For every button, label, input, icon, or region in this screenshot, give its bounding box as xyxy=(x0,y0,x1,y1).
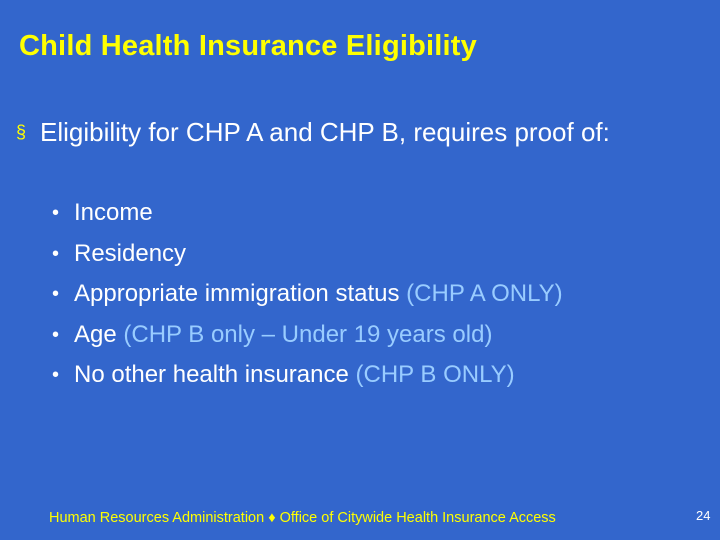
slide-footer: Human Resources Administration ♦ Office of Citywide Health Insurance Access xyxy=(49,510,556,526)
bullet-dot-icon: • xyxy=(52,283,60,305)
list-item-text: Residency xyxy=(74,239,187,267)
slide-title: Child Health Insurance Eligibility xyxy=(19,30,477,62)
bullet-dot-icon: • xyxy=(52,242,60,265)
list-item xyxy=(52,355,563,396)
list-item xyxy=(52,274,563,315)
page-number: 24 xyxy=(696,508,711,523)
bullet-dot-icon: • xyxy=(52,364,60,386)
list-item xyxy=(52,193,563,234)
section-bullet-icon: § xyxy=(16,122,27,142)
list-item-text: Age xyxy=(74,320,124,348)
list-item-note: (CHP B only – Under 19 years old) xyxy=(123,320,493,348)
list-item-text: Appropriate immigration status xyxy=(74,280,407,307)
list-item xyxy=(52,315,563,356)
list-item-text: No other health insurance xyxy=(74,361,356,388)
list-item xyxy=(52,234,563,275)
main-bullet-text: Eligibility for CHP A and CHP B, requires proof of: xyxy=(40,117,610,147)
list-item-note: (CHP B ONLY) xyxy=(355,361,515,388)
requirements-list xyxy=(52,193,563,396)
main-bullet xyxy=(16,113,716,152)
bullet-dot-icon: • xyxy=(52,323,60,346)
list-item-text: Income xyxy=(74,199,153,226)
bullet-dot-icon: • xyxy=(52,202,60,224)
list-item-note: (CHP A ONLY) xyxy=(406,280,563,307)
